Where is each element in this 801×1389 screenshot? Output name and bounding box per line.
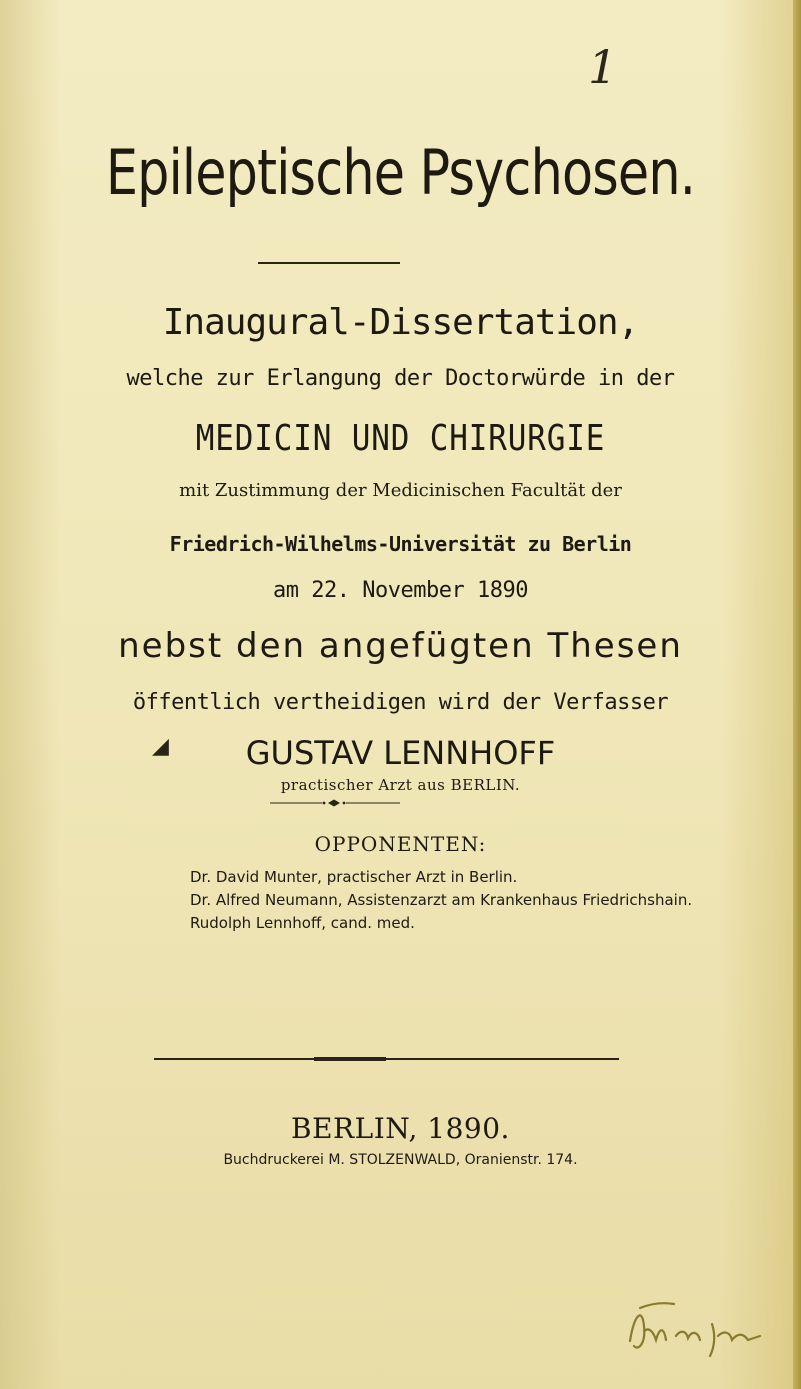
title-rule [258, 262, 400, 264]
margin-mark-icon: ◢ [152, 734, 169, 759]
theses-line: nebst den angefügten Thesen [118, 626, 683, 666]
faculty-subject: MEDICIN UND CHIRURGIE [195, 418, 606, 459]
ornament-divider-icon [270, 798, 400, 808]
page-title: Epileptische Psychosen. [105, 136, 696, 209]
bottom-rule [154, 1058, 619, 1060]
list-item: Rudolph Lennhoff, cand. med. [190, 914, 415, 932]
university-line: Friedrich-Wilhelms-Universität zu Berlin [169, 532, 632, 556]
opponents-list [190, 866, 692, 935]
handwritten-signature-icon [620, 1296, 770, 1366]
intro-line: welche zur Erlangung der Doctorwürde in der [126, 366, 675, 391]
place-year: BERLIN, 1890. [291, 1112, 510, 1145]
consent-line: mit Zustimmung der Medicinischen Facultät der [179, 480, 622, 501]
author-title: practischer Arzt aus BERLIN. [280, 776, 521, 794]
printer-line: Buchdruckerei M. STOLZENWALD, Oranienstr. 174. [223, 1152, 578, 1168]
list-item: Dr. Alfred Neumann, Assistenzarzt am Krankenhaus Friedrichshain. [190, 891, 693, 909]
page-number: 1 [588, 40, 618, 94]
author-name: GUSTAV LENNHOFF [245, 734, 556, 772]
opponents-heading: OPPONENTEN: [314, 832, 487, 856]
date-line: am 22. November 1890 [273, 578, 528, 603]
bottom-rule-center [314, 1057, 386, 1061]
dissertation-line: Inaugural-Dissertation, [162, 302, 639, 343]
defense-line: öffentlich vertheidigen wird der Verfasser [132, 690, 669, 715]
list-item: Dr. David Munter, practischer Arzt in Berlin. [190, 868, 518, 886]
